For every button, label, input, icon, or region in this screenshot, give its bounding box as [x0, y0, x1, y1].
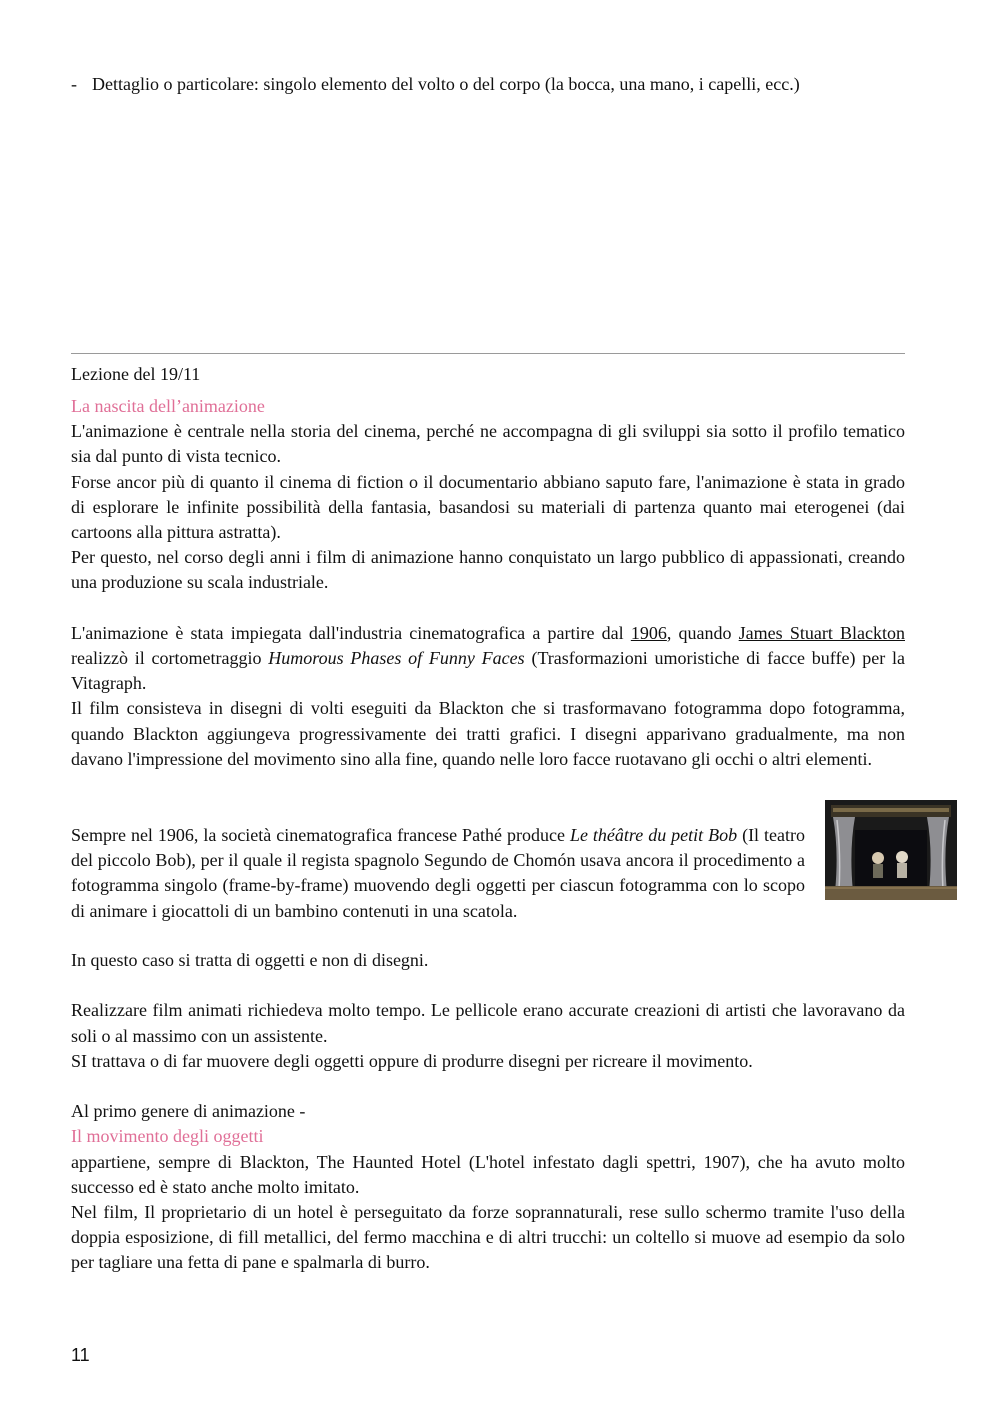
paragraph: Nel film, Il proprietario di un hotel è perseguitato da forze soprannaturali, rese sullo schermo tramite l'uso della doppia esposizione, di fill metallici, del fermo macchina e di altri trucchi: un coltello si muove ad esempio da solo per tagliare una fetta di pane e spalmarla di burro.: [71, 1202, 905, 1273]
section-divider: [71, 353, 905, 354]
film-title: Humorous Phases of Funny Faces: [268, 648, 525, 669]
text-run: , quando: [666, 622, 739, 643]
text-run: realizzò il cortometraggio: [71, 648, 269, 669]
paragraph: Al primo genere di animazione -: [71, 1101, 306, 1122]
link-james-stuart-blackton[interactable]: James Stuart Blackton: [738, 622, 905, 643]
paragraph: L'animazione è centrale nella storia del cinema, perché ne accompagna di gli sviluppi sia sotto il profilo tematico sia dal punto di vista tecnico.: [71, 421, 905, 467]
text-run: (Trasformazioni umoristiche di facce buffe) per la Vitagraph.: [71, 648, 905, 694]
paragraph: Forse ancor più di quanto il cinema di fiction o il documentario abbiano saputo fare, l'animazione è stata in grado di esplorare le infinite possibilità della fantasia, basandosi su materiali di partenza quanto mai eterogenei (dai cartoons alla pittura astratta).: [71, 471, 905, 543]
text-run: Sempre nel 1906, la società cinematografica francese Pathé produce: [71, 825, 570, 845]
paragraph-pathe: [71, 823, 805, 924]
page-number: 11: [71, 1345, 90, 1365]
lesson-date: Lezione del 19/11: [71, 364, 201, 384]
link-1906[interactable]: 1906: [630, 622, 667, 643]
film-title: Le théâtre du petit Bob: [569, 825, 738, 845]
top-bullet: [71, 71, 800, 97]
paragraph: Per questo, nel corso degli anni i film di animazione hanno conquistato un largo pubblico di appassionati, creando una produzione su scala industriale.: [71, 547, 905, 593]
paragraph-blackton: [71, 621, 905, 697]
paragraph: appartiene, sempre di Blackton, The Haunted Hotel (L'hotel infestato dagli spettri, 1907), che ha avuto molto successo ed è stato anche molto imitato.: [71, 1151, 905, 1197]
paragraph: SI trattava o di far muovere degli oggetti oppure di produrre disegni per ricreare il movimento.: [71, 1050, 753, 1071]
section-nascita: [71, 394, 905, 772]
text-run: L'animazione è stata impiegata dall'industria cinematografica a partire dal: [71, 622, 631, 643]
section-oggetti: [71, 948, 905, 1276]
heading-movimento: Il movimento degli oggetti: [71, 1126, 264, 1147]
paragraph: Il film consisteva in disegni di volti eseguiti da Blackton che si trasformavano fotogramma dopo fotogramma, quando Blackton aggiungeva progressivamente dei tratti grafici. I disegni apparivano gradualmente, ma non davano l'impressione del movimento sino alla fine, quando nelle loro facce ruotavano gli occhi o altri elementi.: [71, 698, 905, 769]
bullet-dash: -: [71, 74, 77, 94]
film-still-image: [825, 800, 957, 900]
bullet-text: Dettaglio o particolare: singolo elemento del volto o del corpo (la bocca, una mano, i capelli, ecc.): [92, 74, 800, 94]
paragraph: Realizzare film animati richiedeva molto tempo. Le pellicole erano accurate creazioni di artisti che lavoravano da soli o al massimo con un assistente.: [71, 1000, 905, 1046]
paragraph: In questo caso si tratta di oggetti e non di disegni.: [71, 950, 429, 970]
text-run: (Il teatro del piccolo Bob), per il quale il regista spagnolo Segundo de Chomón usava ancora il procedimento a fotogramma singolo (frame-by-frame) muovendo degli oggetti per ciascun fotogramma con lo scopo di animare i giocattoli di un bambino contenuti in una scatola.: [71, 825, 805, 921]
heading-nascita: La nascita dell’animazione: [71, 396, 265, 416]
paragraph-pathe-block: [71, 823, 805, 924]
